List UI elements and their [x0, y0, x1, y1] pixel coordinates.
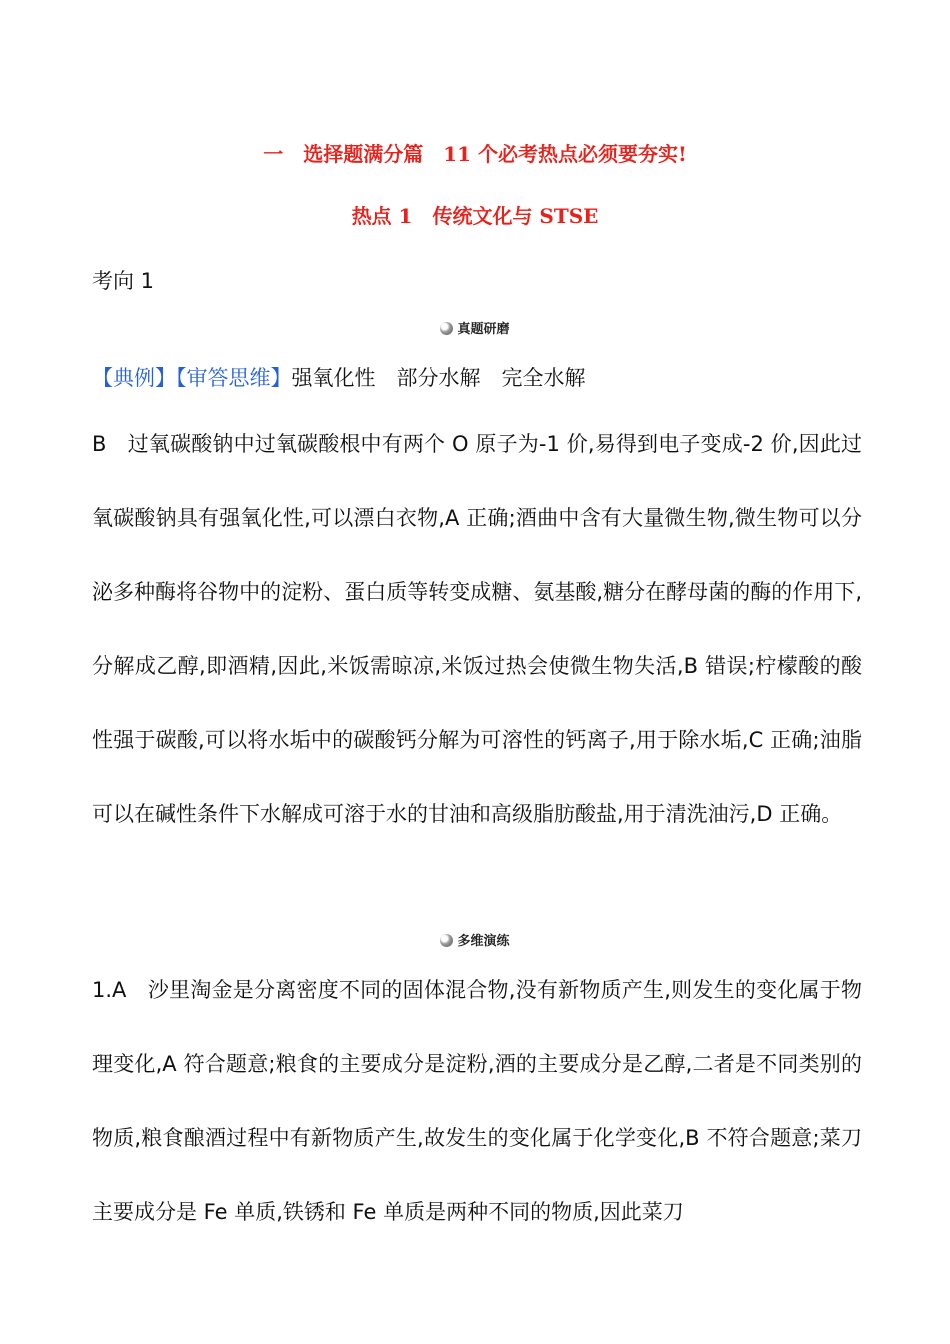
direction-label: 考向 1: [92, 269, 155, 293]
example-tag: 【典例】: [92, 366, 176, 390]
section-bullet-icon: [440, 322, 453, 335]
section-real-label: 真题研磨: [457, 322, 510, 337]
hotspot-title: 热点 1 传统文化与 STSE: [351, 204, 599, 228]
section-practice-label: 多维演练: [457, 934, 510, 949]
thinking-tag: 【审答思维】: [176, 366, 292, 390]
chapter-title: 一 选择题满分篇 11 个必考热点必须要夯实!: [263, 142, 687, 166]
section-real-questions: [0, 318, 950, 337]
example-keywords: 强氧化性 部分水解 完全水解: [291, 366, 586, 390]
answer-paragraph-2: 1.A 沙里淘金是分离密度不同的固体混合物,没有新物质产生,则发生的变化属于物理变化,A 符合题意;粮食的主要成分是淀粉,酒的主要成分是乙醇,二者是不同类别的物质,粮食酿酒过程中有新物质产生,故发生的变化属于化学变化,B 不符合题意;菜刀主要成分是 Fe 单质,铁锈和 Fe 单质是两种不同的物质,因此菜刀: [92, 978, 862, 1224]
section-practice: [0, 930, 950, 949]
section-bullet-icon: [440, 934, 453, 947]
example-line: [92, 362, 586, 392]
answer-paragraph-1: B 过氧碳酸钠中过氧碳酸根中有两个 O 原子为-1 价,易得到电子变成-2 价,因此过氧碳酸钠具有强氧化性,可以漂白衣物,A 正确;酒曲中含有大量微生物,微生物可以分泌多种酶将谷物中的淀粉、蛋白质等转变成糖、氨基酸,糖分在酵母菌的酶的作用下,分解成乙醇,即酒精,因此,米饭需晾凉,米饭过热会使微生物失活,B 错误;柠檬酸的酸性强于碳酸,可以将水垢中的碳酸钙分解为可溶性的钙离子,用于除水垢,C 正确;油脂可以在碱性条件下水解成可溶于水的甘油和高级脂肪酸盐,用于清洗油污,D 正确。: [92, 432, 862, 826]
